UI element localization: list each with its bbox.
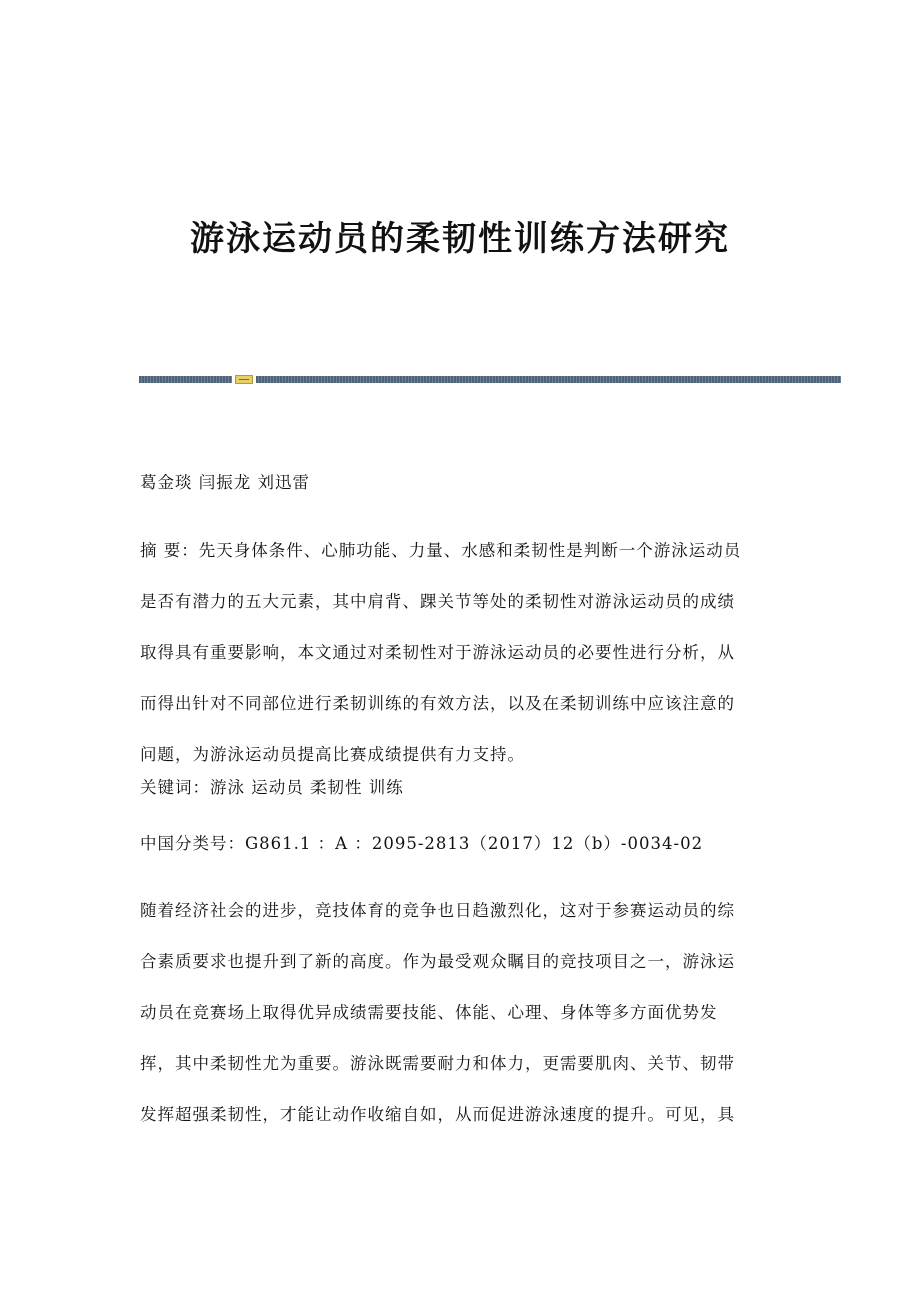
- divider-emblem-icon: [235, 375, 253, 384]
- abstract-line: 是否有潜力的五大元素，其中肩背、踝关节等处的柔韧性对游泳运动员的成绩: [140, 592, 735, 611]
- abstract-line: 取得具有重要影响，本文通过对柔韧性对于游泳运动员的必要性进行分析，从: [140, 643, 735, 662]
- body-line: 动员在竞赛场上取得优异成绩需要技能、体能、心理、身体等多方面优势发: [140, 1003, 718, 1022]
- divider-bar-left: [139, 376, 232, 383]
- keywords: 关键词：游泳 运动员 柔韧性 训练: [140, 778, 404, 797]
- body-line: 合素质要求也提升到了新的高度。作为最受观众瞩目的竞技项目之一，游泳运: [140, 952, 735, 971]
- abstract: [140, 525, 780, 780]
- abstract-line: 摘 要：先天身体条件、心肺功能、力量、水感和柔韧性是判断一个游泳运动员: [140, 541, 742, 560]
- body-line: 挥，其中柔韧性尤为重要。游泳既需要耐力和体力，更需要肌肉、关节、韧带: [140, 1054, 735, 1073]
- abstract-line: 问题，为游泳运动员提高比赛成绩提供有力支持。: [140, 745, 525, 764]
- authors: 葛金琰 闫振龙 刘迅雷: [140, 473, 310, 492]
- title-divider: [139, 375, 841, 383]
- body-line: 发挥超强柔韧性，才能让动作收缩自如，从而促进游泳速度的提升。可见，具: [140, 1105, 735, 1124]
- abstract-line: 而得出针对不同部位进行柔韧训练的有效方法，以及在柔韧训练中应该注意的: [140, 694, 735, 713]
- divider-bar-right: [256, 376, 841, 383]
- page-title: 游泳运动员的柔韧性训练方法研究: [190, 219, 730, 259]
- classification-code: 中国分类号：G861.1 ：A ：2095-2813（2017）12（b）-0034-02: [140, 834, 704, 853]
- body-line: 随着经济社会的进步，竞技体育的竞争也日趋激烈化，这对于参赛运动员的综: [140, 901, 735, 920]
- body-paragraph: [140, 885, 780, 1140]
